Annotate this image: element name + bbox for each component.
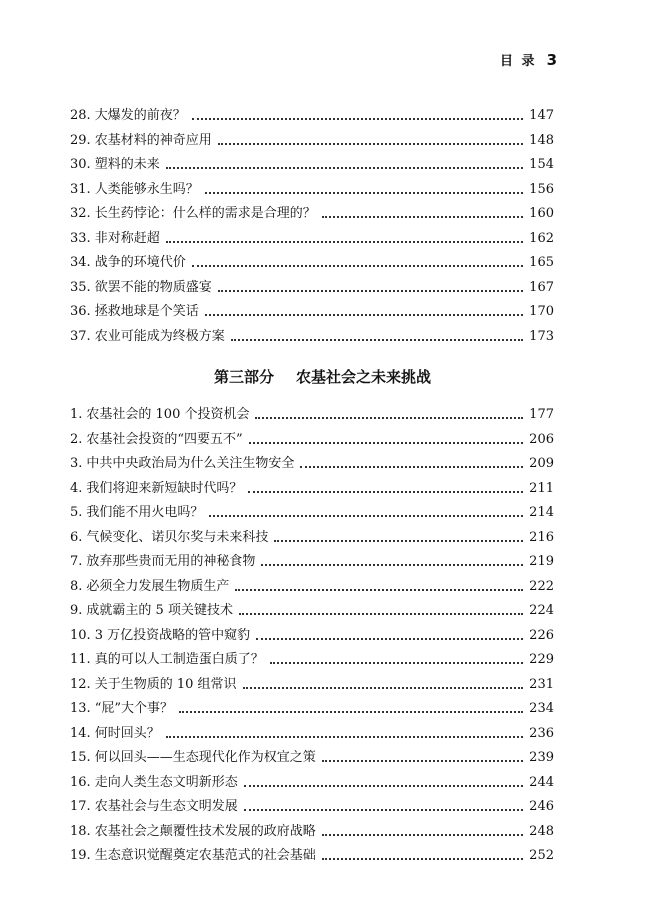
dot-leader [274, 540, 523, 542]
dot-leader [322, 834, 523, 836]
toc-entry-number: 19. [70, 848, 91, 863]
toc-entry-number: 29. [70, 132, 91, 148]
toc-entry[interactable] [70, 103, 554, 125]
toc-entry[interactable] [70, 451, 554, 473]
dot-leader [322, 858, 523, 860]
toc-entry-number: 15. [70, 750, 91, 765]
toc-entry-number: 4. [70, 480, 83, 496]
toc-entry-number: 8. [70, 578, 83, 594]
toc-entry-page: 226 [529, 627, 554, 643]
toc-entry-page: 224 [529, 603, 554, 618]
toc-entry-page: 222 [529, 578, 554, 594]
toc-entry[interactable] [70, 745, 554, 767]
toc-entry[interactable] [70, 525, 554, 547]
toc-entry-number: 33. [70, 230, 91, 246]
dot-leader [235, 589, 523, 591]
toc-entry-number: 12. [70, 676, 91, 692]
toc-entry[interactable] [70, 574, 554, 596]
toc-entry-number: 2. [70, 431, 83, 447]
toc-entry-title: 必须全力发展生物质生产 [86, 578, 230, 594]
toc-entry-page: 231 [529, 676, 554, 692]
dot-leader [218, 143, 523, 145]
toc-entry-title: 拯救地球是个笑话 [94, 304, 199, 319]
toc-entry-page: 211 [529, 480, 554, 496]
toc-entry[interactable] [70, 770, 554, 792]
toc-entry-page: 234 [529, 701, 554, 716]
toc-entry-number: 18. [70, 823, 91, 839]
dot-leader [243, 687, 524, 689]
toc-entry-title: 生态意识觉醒奠定农基范式的社会基础 [94, 848, 316, 863]
toc-entry[interactable] [70, 696, 554, 718]
section-part-label: 第三部分 [213, 368, 274, 386]
toc-entry[interactable] [70, 324, 554, 346]
dot-leader [209, 515, 523, 517]
dot-leader [205, 192, 523, 194]
toc-entry-number: 5. [70, 505, 83, 520]
toc-entry[interactable] [70, 672, 554, 694]
toc-entry-number: 36. [70, 304, 91, 319]
toc-entry-page: 156 [529, 181, 554, 197]
toc-entry-page: 219 [529, 554, 554, 569]
toc-entry-page: 162 [529, 230, 554, 246]
toc-entry-number: 30. [70, 157, 91, 172]
toc-entry-title: 我们能不用火电吗？ [86, 505, 204, 520]
toc-entry-title: 关于生物质的 10 组常识 [94, 676, 237, 692]
toc-entry[interactable] [70, 128, 554, 150]
toc-entry-number: 3. [70, 456, 83, 471]
toc-entry[interactable] [70, 721, 554, 743]
dot-leader [244, 809, 523, 811]
toc-entry[interactable] [70, 427, 554, 449]
toc-entry-page: 239 [529, 750, 554, 765]
toc-entry-title: 战争的环境代价 [94, 255, 186, 270]
toc-entry-page: 248 [529, 823, 554, 839]
toc-entry-page: 216 [529, 529, 554, 545]
toc-entry[interactable] [70, 794, 554, 816]
toc-entry[interactable] [70, 647, 554, 669]
toc-entry-number: 9. [70, 603, 83, 618]
dot-leader [179, 711, 523, 713]
dot-leader [300, 466, 523, 468]
toc-entry[interactable] [70, 177, 554, 199]
toc-entry-number: 16. [70, 774, 91, 790]
toc-entry-number: 7. [70, 554, 83, 569]
toc-entry-number: 13. [70, 701, 91, 716]
toc-entry-title: 中共中央政治局为什么关注生物安全 [86, 456, 295, 471]
toc-entry[interactable] [70, 843, 554, 865]
toc-entry[interactable] [70, 226, 554, 248]
toc-entry-title: 走向人类生态文明新形态 [94, 774, 238, 790]
toc-entry-page: 244 [529, 774, 554, 790]
toc-entry[interactable] [70, 299, 554, 321]
dot-leader [270, 662, 523, 664]
toc-entry-title: 何以回头——生态现代化作为权宜之策 [94, 750, 316, 765]
toc-entry-page: 209 [529, 456, 554, 471]
toc-entry[interactable] [70, 250, 554, 272]
toc-entry-page: 246 [529, 799, 554, 814]
toc-entry-number: 37. [70, 328, 91, 344]
toc-entry-title: 塑料的未来 [94, 157, 160, 172]
toc-entry[interactable] [70, 476, 554, 498]
toc-entry-number: 34. [70, 255, 91, 270]
toc-entry-title: 长生药悖论：什么样的需求是合理的？ [94, 206, 316, 221]
dot-leader [205, 314, 523, 316]
dot-leader [239, 613, 523, 615]
header-page-number: 3 [546, 51, 557, 69]
toc-entry-title: 农基材料的神奇应用 [94, 132, 212, 148]
toc-entry-page: 154 [529, 157, 554, 172]
section-title: 农基社会之未来挑战 [296, 368, 432, 386]
toc-entry-page: 167 [529, 279, 554, 295]
toc-entry-title: 何时回头？ [94, 725, 160, 741]
toc-entry[interactable] [70, 819, 554, 841]
toc-entry-title: 大爆发的前夜？ [94, 108, 186, 123]
section-heading [0, 366, 645, 387]
toc-entry-number: 32. [70, 206, 91, 221]
toc-entry-page: 165 [529, 255, 554, 270]
toc-entry-title: 成就霸主的 5 项关键技术 [86, 603, 233, 618]
toc-entry-title: 放弃那些贵而无用的神秘食物 [86, 554, 256, 569]
dot-leader [322, 216, 523, 218]
toc-entry-title: “屁”大个事？ [94, 701, 173, 716]
toc-entry-number: 14. [70, 725, 91, 741]
dot-leader [166, 241, 523, 243]
toc-entry[interactable] [70, 598, 554, 620]
toc-entry-title: 农基社会与生态文明发展 [94, 799, 238, 814]
toc-entry-page: 236 [529, 725, 554, 741]
toc-entry-page: 177 [529, 407, 554, 422]
dot-leader [248, 491, 523, 493]
toc-entry-number: 10. [70, 627, 91, 643]
toc-entry-page: 214 [529, 505, 554, 520]
dot-leader [218, 290, 523, 292]
toc-entry[interactable] [70, 500, 554, 522]
dot-leader [192, 265, 523, 267]
toc-entry-page: 252 [529, 848, 554, 863]
toc-entry-title: 欲罢不能的物质盛宴 [94, 279, 212, 295]
toc-entry-number: 6. [70, 529, 83, 545]
toc-entry-page: 229 [529, 652, 554, 667]
toc-entry-number: 1. [70, 407, 83, 422]
header-title: 目 录 [500, 54, 537, 69]
toc-entry-title: 真的可以人工制造蛋白质了？ [94, 652, 264, 667]
toc-entry-title: 人类能够永生吗？ [94, 181, 199, 197]
toc-entry[interactable] [70, 623, 554, 645]
toc-entry-title: 农业可能成为终极方案 [94, 328, 225, 344]
toc-entry-page: 147 [529, 108, 554, 123]
dot-leader [261, 564, 523, 566]
dot-leader [249, 442, 523, 444]
toc-entry-title: 我们将迎来新短缺时代吗？ [86, 480, 243, 496]
toc-entry-page: 148 [529, 132, 554, 148]
toc-entry-title: 气候变化、诺贝尔奖与未来科技 [86, 529, 269, 545]
toc-entry-page: 173 [529, 328, 554, 344]
dot-leader [244, 785, 523, 787]
running-header [500, 50, 557, 69]
toc-entry-title: 非对称赶超 [94, 230, 160, 246]
dot-leader [322, 760, 523, 762]
toc-entry[interactable] [70, 152, 554, 174]
toc-entry-title: 农基社会的 100 个投资机会 [86, 407, 250, 422]
dot-leader [231, 339, 523, 341]
toc-entry-number: 11. [70, 652, 91, 667]
toc-entry[interactable] [70, 402, 554, 424]
toc-entry[interactable] [70, 201, 554, 223]
dot-leader [255, 417, 523, 419]
toc-entry-title: 农基社会投资的“四要五不” [86, 431, 243, 447]
dot-leader [256, 638, 523, 640]
toc-entry-title: 3 万亿投资战略的管中窥豹 [94, 627, 251, 643]
dot-leader [166, 736, 523, 738]
toc-entry-number: 28. [70, 108, 91, 123]
toc-entry-title: 农基社会之颠覆性技术发展的政府战略 [94, 823, 316, 839]
toc-entry-number: 17. [70, 799, 91, 814]
toc-entry[interactable] [70, 549, 554, 571]
toc-entry-number: 31. [70, 181, 91, 197]
toc-entry-number: 35. [70, 279, 91, 295]
dot-leader [166, 167, 523, 169]
dot-leader [192, 118, 523, 120]
toc-entry-page: 206 [529, 431, 554, 447]
toc-entry-page: 170 [529, 304, 554, 319]
toc-entry[interactable] [70, 275, 554, 297]
toc-entry-page: 160 [529, 206, 554, 221]
